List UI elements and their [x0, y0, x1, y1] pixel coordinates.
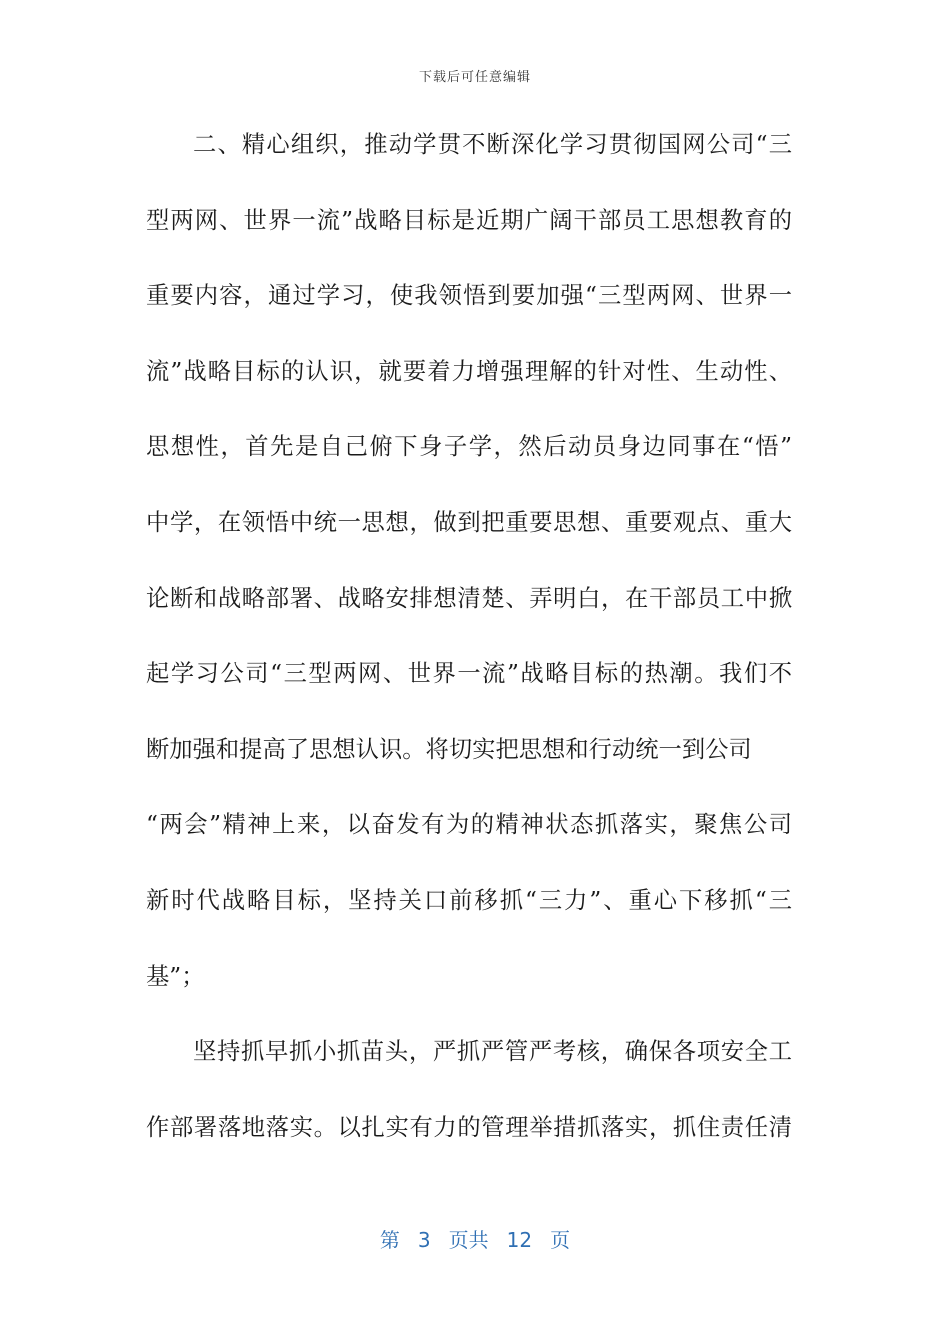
- paragraph-line: “两会”精神上来，以奋发有为的精神状态抓落实，聚焦公司: [146, 811, 792, 839]
- page-number: 3: [417, 1228, 431, 1252]
- paragraph-line: 思想性，首先是自己俯下身子学，然后动员身边同事在“悟”: [146, 433, 792, 461]
- paragraph-line: 断加强和提高了思想认识。将切实把思想和行动统一到公司: [146, 735, 752, 763]
- paragraph-line: 论断和战略部署、战略安排想清楚、弄明白，在干部员工中掀: [146, 584, 792, 612]
- document-body: [146, 112, 792, 1170]
- paragraph-line: 型两网、世界一流”战略目标是近期广阔干部员工思想教育的: [146, 206, 792, 234]
- paragraph-line: 起学习公司“三型两网、世界一流”战略目标的热潮。我们不: [146, 660, 792, 688]
- paragraph-line: 基”；: [146, 962, 205, 990]
- footer-label-mid: 页共: [448, 1228, 489, 1252]
- paragraph-1: [146, 112, 792, 1019]
- paragraph-line: 作部署落地落实。以扎实有力的管理举措抓落实，抓住责任清: [146, 1113, 792, 1141]
- footer-label-post: 页: [550, 1228, 571, 1252]
- page-footer: [0, 1224, 950, 1253]
- paragraph-line: 重要内容，通过学习，使我领悟到要加强“三型两网、世界一: [146, 282, 792, 310]
- footer-label-pre: 第: [379, 1228, 400, 1252]
- paragraph-line: 坚持抓早抓小抓苗头，严抓严管严考核，确保各项安全工: [193, 1038, 792, 1066]
- page-total: 12: [506, 1228, 533, 1252]
- paragraph-line: 中学，在领悟中统一思想，做到把重要思想、重要观点、重大: [146, 508, 792, 536]
- paragraph-line: 二、精心组织，推动学贯不断深化学习贯彻国网公司“三: [193, 131, 792, 158]
- page-header: 下载后可任意编辑: [418, 70, 531, 85]
- paragraph-line: 流”战略目标的认识，就要着力增强理解的针对性、生动性、: [146, 357, 792, 385]
- paragraph-line: 新时代战略目标，坚持关口前移抓“三力”、重心下移抓“三: [146, 886, 792, 914]
- paragraph-2: [146, 1019, 792, 1170]
